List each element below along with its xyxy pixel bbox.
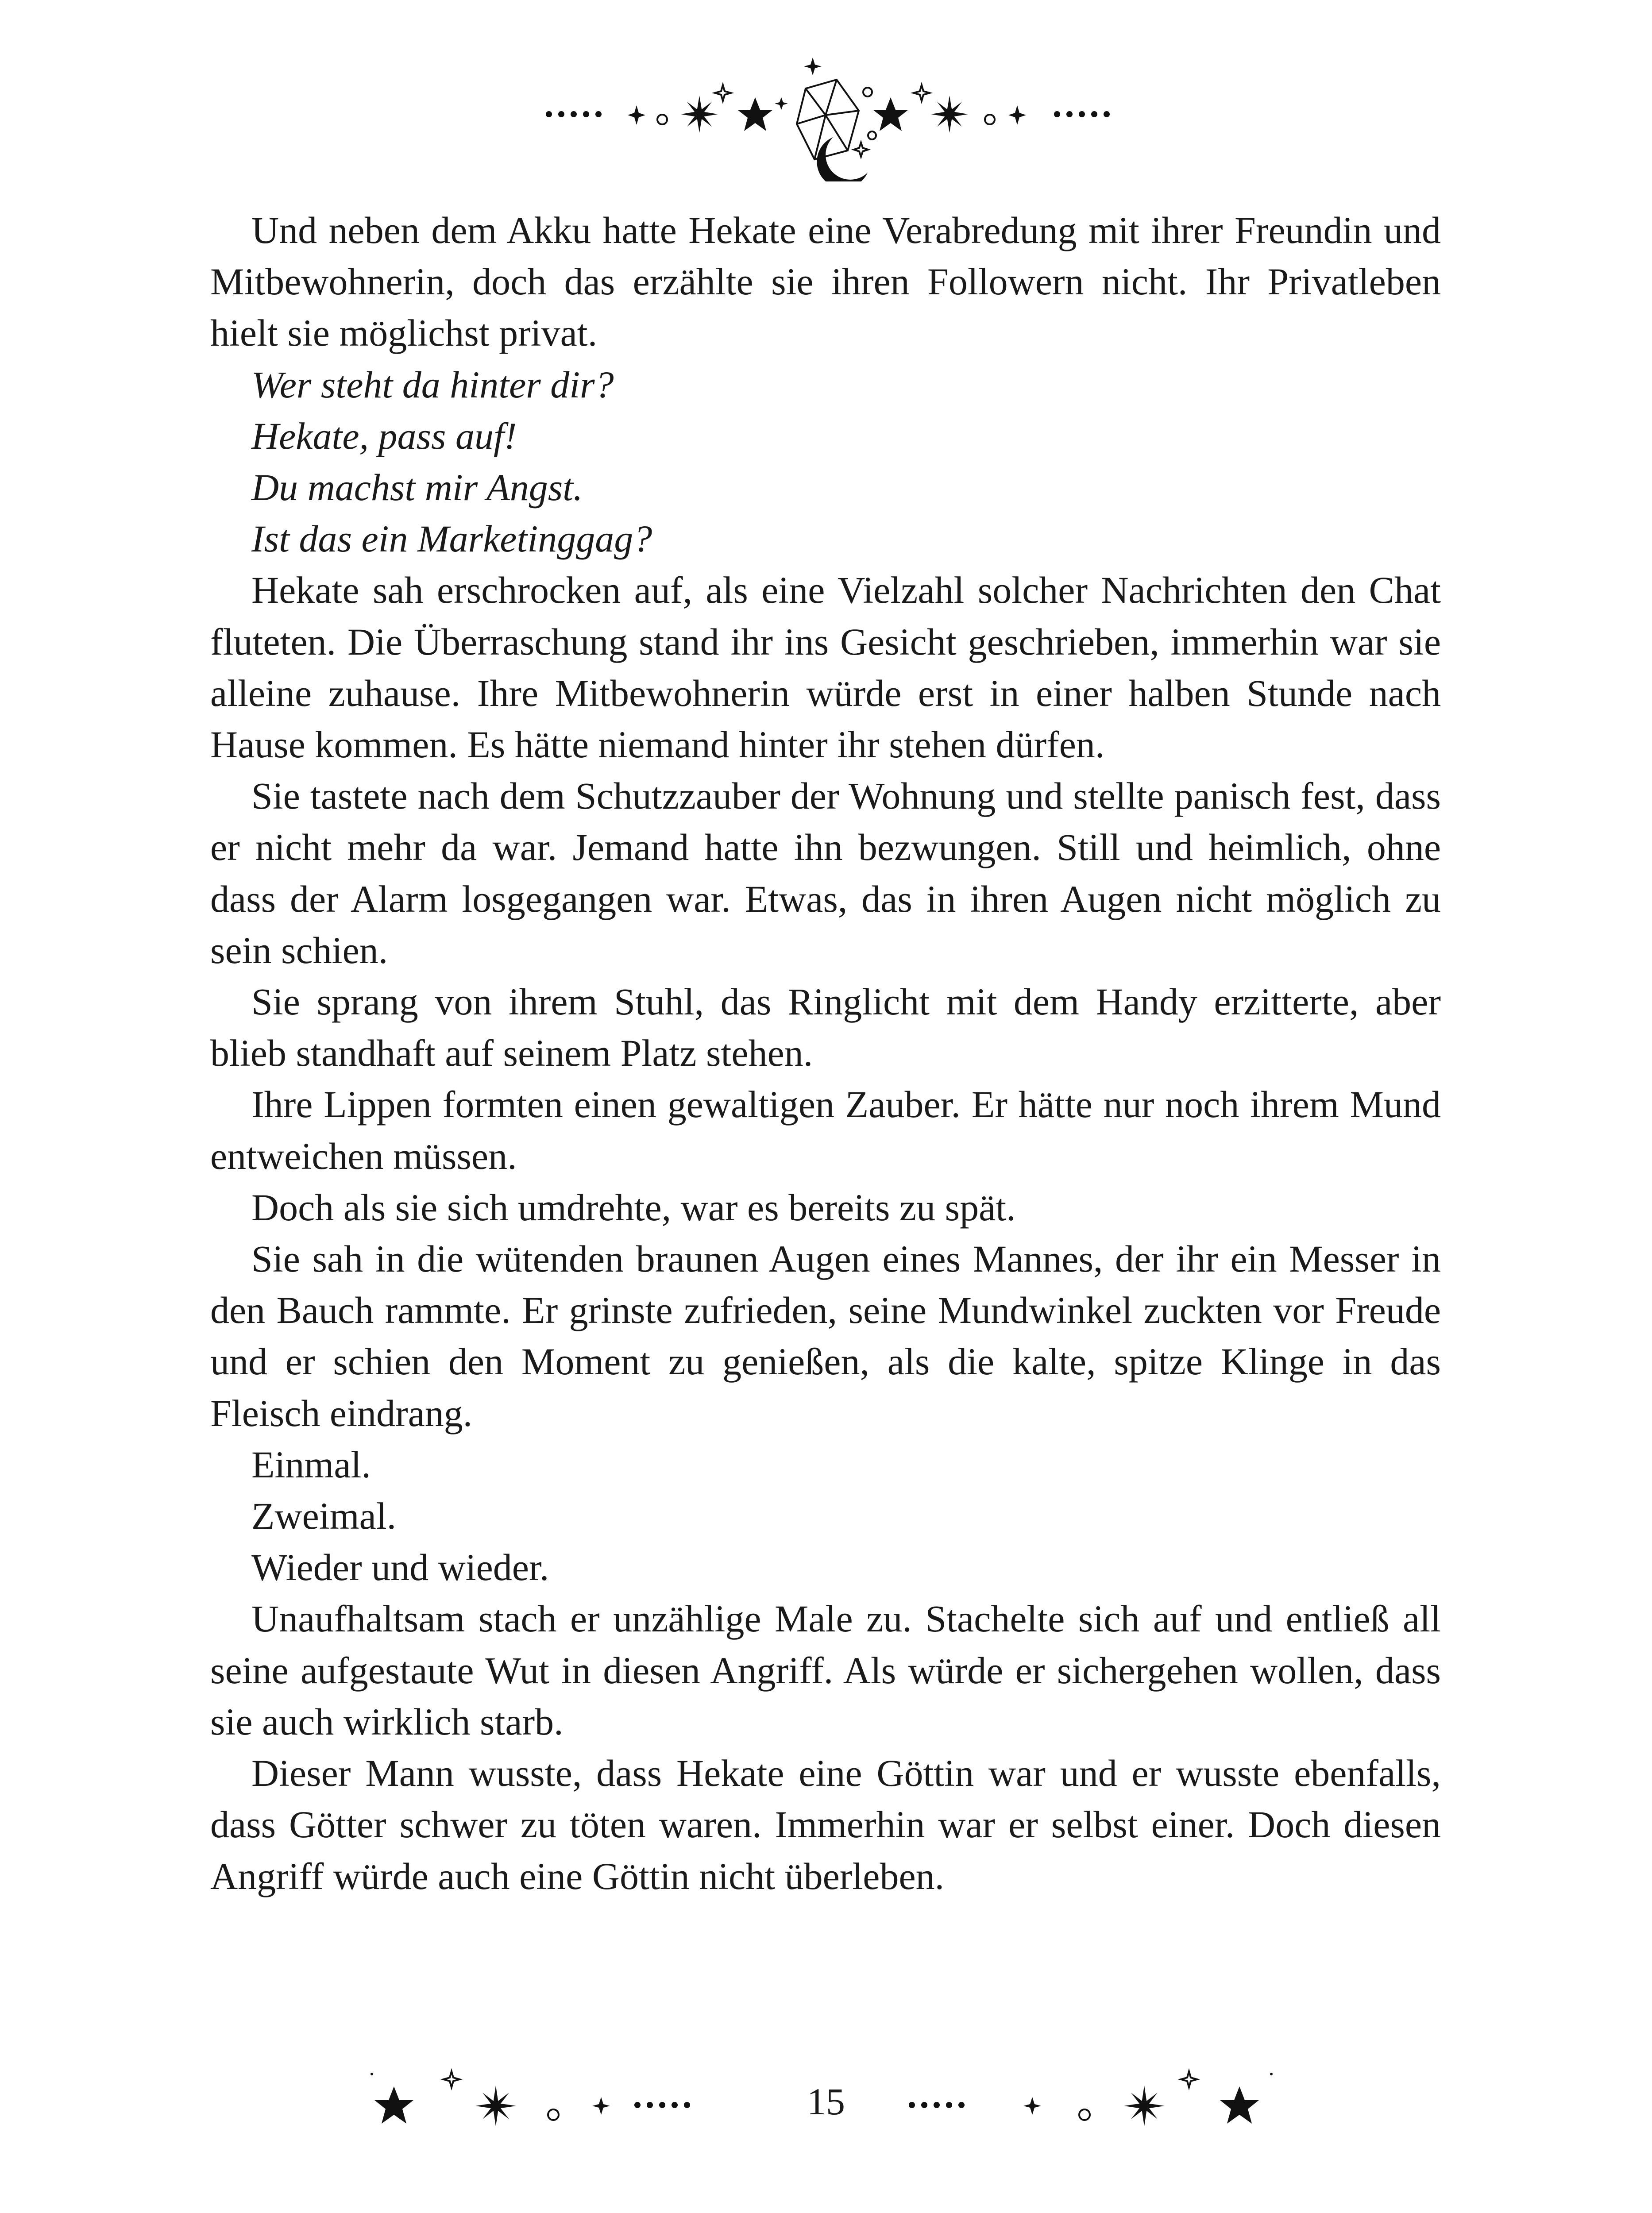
paragraph: Sie sprang von ihrem Stuhl, das Ringlicht mit dem Handy erzitterte, aber blieb standhaft auf seinem Platz stehen.	[210, 980, 1441, 1075]
paragraph: Wieder und wieder.	[251, 1546, 549, 1589]
page-number: 15	[807, 2080, 845, 2123]
chat-message: Hekate, pass auf!	[251, 414, 517, 457]
paragraph: Zweimal.	[251, 1495, 397, 1538]
chat-message: Du machst mir Angst.	[251, 466, 583, 509]
moon-crystal-stars-ornament-icon	[531, 49, 1124, 181]
paragraph: Und neben dem Akku hatte Hekate eine Verabredung mit ihrer Freundin und Mitbewohnerin, doch das erzählte sie ihren Followern nicht. Ihr Privatleben hielt sie möglichst privat.	[210, 209, 1441, 355]
chat-message: Ist das ein Marketinggag?	[251, 517, 652, 560]
paragraph: Sie sah in die wütenden braunen Augen eines Mannes, der ihr ein Messer in den Bauch rammte. Er grinste zufrieden, seine Mundwinkel zuckten vor Freude und er schien den Moment zu genießen, als die kalte, spitze Klinge in das Fleisch eindrang.	[210, 1238, 1441, 1434]
chapter-text	[210, 204, 1441, 1902]
paragraph: Ihre Lippen formten einen gewaltigen Zauber. Er hätte nur noch ihrem Mund entweichen müssen.	[210, 1083, 1441, 1177]
paragraph: Hekate sah erschrocken auf, als eine Vielzahl solcher Nachrichten den Chat fluteten. Die Überraschung stand ihr ins Gesicht geschrieben, immerhin war sie alleine zuhause. Ihre Mitbewohnerin würde erst in einer halben Stunde nach Hause kommen. Es hätte niemand hinter ihr stehen dürfen.	[210, 569, 1441, 766]
stars-dots-ornament-icon	[363, 2054, 761, 2142]
paragraph: Einmal.	[251, 1443, 371, 1486]
paragraph: Doch als sie sich umdrehte, war es bereits zu spät.	[251, 1186, 1016, 1229]
paragraph: Sie tastete nach dem Schutzzauber der Wohnung und stellte panisch fest, dass er nicht mehr da war. Jemand hatte ihn bezwungen. Still und heimlich, ohne dass der Alarm losgegangen war. Etwas, das in ihren Augen nicht möglich zu sein schien.	[210, 775, 1441, 972]
chat-message: Wer steht da hinter dir?	[251, 363, 614, 406]
paragraph: Dieser Mann wusste, dass Hekate eine Göttin war und er wusste ebenfalls, dass Götter schwer zu töten waren. Immerhin war er selbst einer. Doch diesen Angriff würde auch eine Göttin nicht überleben.	[210, 1752, 1441, 1897]
stars-dots-ornament-icon	[890, 2054, 1288, 2142]
paragraph: Unaufhaltsam stach er unzählige Male zu. Stachelte sich auf und entließ all seine aufgestaute Wut in diesen Angriff. Als würde er sichergehen wollen, dass sie auch wirklich starb.	[210, 1597, 1441, 1743]
